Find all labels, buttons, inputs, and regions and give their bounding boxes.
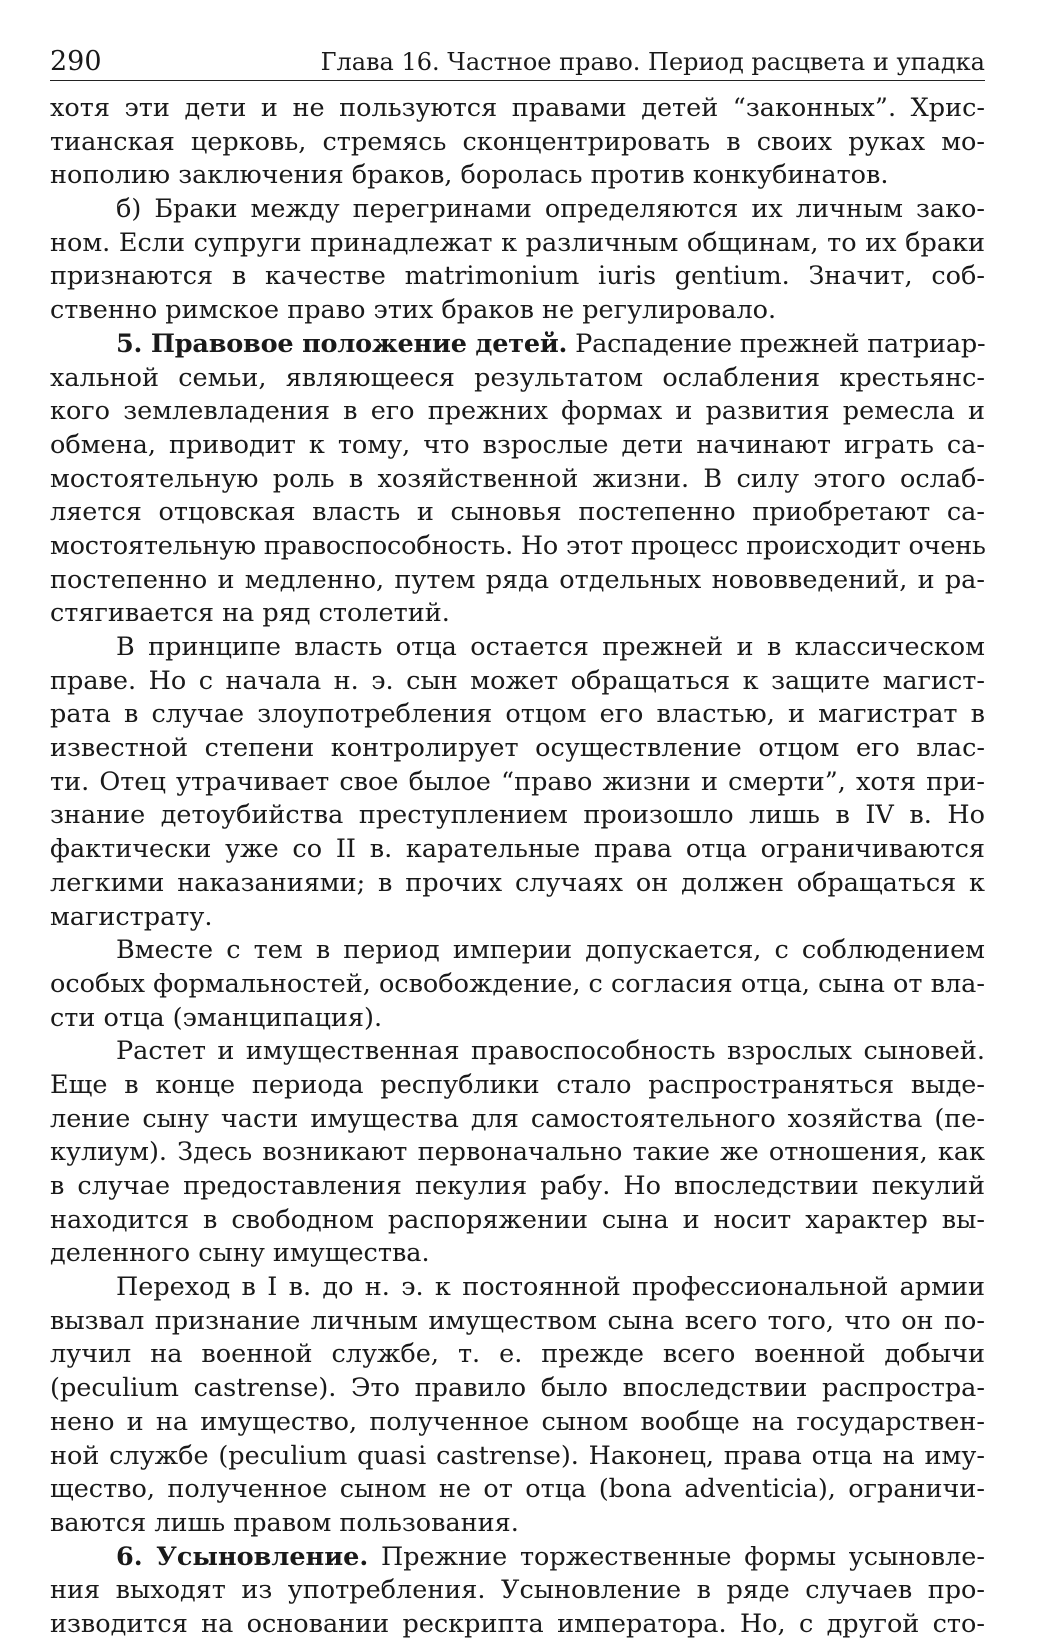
text-line: обмена, приводит к тому, что взрослые дети начинают играть са- (50, 429, 985, 460)
text-line: Вместе с тем в период империи допускается, с соблюдением (116, 935, 985, 966)
text-run: Распадение прежней патриар- (567, 328, 986, 359)
text-line: рата в случае злоупотребления отцом его властью, и магистрат в (50, 699, 985, 730)
text-line: ляется отцовская власть и сыновья постепенно приобретают са- (50, 497, 985, 528)
text-line: в случае предоставления пекулия рабу. Но впоследствии пекулий (50, 1171, 985, 1201)
text-line: сти отца (эманципация). (50, 1002, 383, 1033)
text-line: ном. Если супруги принадлежат к различным общинам, то их браки (50, 227, 985, 258)
text-line: находится в свободном распоряжении сына и носит характер вы- (50, 1204, 985, 1235)
text-line: ния выходят из употребления. Усыновление в ряде случаев про- (50, 1575, 985, 1606)
text-line: ваются лишь правом пользования. (50, 1507, 519, 1538)
text-line: ной службе (peculium quasi castrense). Наконец, права отца на иму- (50, 1440, 985, 1471)
text-line: мостоятельную роль в хозяйственной жизни. В силу этого ослаб- (50, 463, 985, 494)
text-line: мостоятельную правоспособность. Но этот процесс происходит очень (50, 530, 986, 561)
text-line: знание детоубийства преступлением произошло лишь в IV в. Но (50, 800, 985, 831)
text-line: магистрату. (50, 901, 213, 932)
text-line: В принципе власть отца остается прежней и в классическом (116, 632, 985, 662)
paragraph-peculium-castrense (50, 1271, 985, 1541)
text-line: кого землевладения в его прежних формах и развития ремесла и (50, 396, 985, 427)
text-line: хальной семьи, являющееся результатом ослабления крестьянс- (50, 362, 985, 393)
text-line: праве. Но с начала н. э. сын может обращаться к защите магист- (50, 665, 985, 696)
text-line: постепенно и медленно, путем ряда отдельных нововведений, и ра- (50, 564, 985, 595)
text-line: ственно римское право этих браков не регулировало. (50, 295, 777, 326)
section-5-paragraph (50, 328, 985, 631)
text-line: Переход в I в. до н. э. к постоянной профессиональной армии (116, 1272, 985, 1303)
text-line: ление сыну части имущества для самостоятельного хозяйства (пе- (50, 1103, 985, 1134)
paragraph-peregrine-marriages (50, 193, 985, 328)
text-run: Прежние торжественные формы усыновле- (368, 1541, 985, 1572)
text-line: щество, полученное сыном не от отца (bona adventicia), ограничи- (50, 1474, 985, 1505)
header-rule (50, 80, 985, 81)
text-line: лучил на военной службе, т. е. прежде всего военной добычи (50, 1339, 985, 1370)
text-line (50, 328, 985, 362)
text-line: Еще в конце периода республики стало распространяться выде- (50, 1069, 985, 1100)
text-line: нено и на имущество, полученное сыном вообще на государствен- (50, 1406, 985, 1437)
text-line: ти. Отец утрачивает свое былое “право жизни и смерти”, хотя при- (50, 766, 985, 797)
text-line: кулиум). Здесь возникают первоначально такие же отношения, как (50, 1137, 985, 1168)
section-6-paragraph (50, 1541, 985, 1642)
paragraph-emancipation (50, 934, 985, 1035)
page-body (50, 92, 985, 1642)
text-line: особых формальностей, освобождение, с согласия отца, сына от вла- (50, 968, 985, 999)
text-line: вызвал признание личным имуществом сына всего того, что он по- (50, 1305, 985, 1336)
section-heading: 5. Правовое положение детей. (116, 328, 568, 359)
text-line: тианская церковь, стремясь сконцентрировать в своих руках мо- (50, 126, 985, 157)
text-line: хотя эти дети и не пользуются правами детей “законных”. Хрис- (50, 93, 985, 123)
text-line: фактически уже со II в. карательные права отца ограничиваются (50, 834, 985, 865)
paragraph-continuation (50, 92, 985, 193)
text-line: стягивается на ряд столетий. (50, 598, 450, 629)
text-line: известной степени контролирует осуществление отцом его влас- (50, 733, 985, 764)
running-head: Глава 16. Частное право. Период расцвета и упадка (320, 48, 985, 76)
text-line: изводится на основании рескрипта императора. Но, с другой сто- (50, 1608, 985, 1639)
paragraph-paternal-power (50, 631, 985, 934)
text-line: признаются в качестве matrimonium iuris gentium. Значит, соб- (50, 261, 985, 292)
section-heading: 6. Усыновление. (116, 1541, 369, 1572)
text-line: нополию заключения браков, боролась против конкубинатов. (50, 160, 889, 191)
text-line: б) Браки между перегринами определяются их личным зако- (116, 194, 985, 225)
text-line (50, 1541, 985, 1575)
text-line: деленного сыну имущества. (50, 1238, 430, 1269)
text-line: Растет и имущественная правоспособность взрослых сыновей. (116, 1036, 985, 1067)
page-number: 290 (50, 46, 102, 77)
text-line: легкими наказаниями; в прочих случаях он должен обращаться к (50, 867, 985, 898)
page-header (50, 42, 985, 82)
paragraph-peculium (50, 1035, 985, 1271)
text-line: (peculium castrense). Это правило было впоследствии распростра- (50, 1373, 985, 1404)
